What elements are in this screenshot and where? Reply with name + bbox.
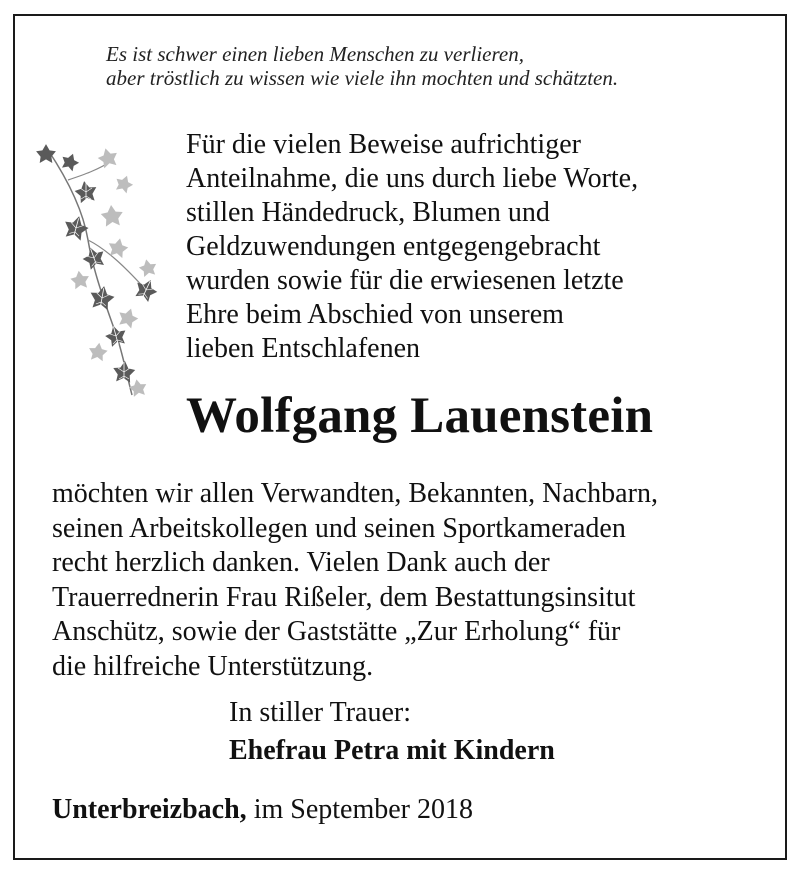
motto-line: Es ist schwer einen lieben Menschen zu verlieren, [106,42,524,66]
signature-name: Ehefrau Petra mit Kindern [229,735,555,766]
intro-line: Geldzuwendungen entgegengebracht [186,231,601,262]
place-and-date [52,793,473,827]
body-line: möchten wir allen Verwandten, Bekannten, Nachbarn, [52,478,658,509]
signature-intro: In stiller Trauer: [229,697,411,728]
body-line: Anschütz, sowie der Gaststätte „Zur Erholung“ für [52,616,621,647]
intro-line: Für die vielen Beweise aufrichtiger [186,129,581,160]
thanks-paragraph [52,477,782,684]
intro-line: Anteilnahme, die uns durch liebe Worte, [186,163,639,194]
ivy-leaves-icon [28,140,178,400]
intro-line: stillen Händedruck, Blumen und [186,197,550,228]
place-name: Unterbreizbach, [52,794,247,825]
intro-line: wurden sowie für die erwiesenen letzte [186,265,624,296]
body-line: recht herzlich danken. Vielen Dank auch der [52,547,550,578]
body-line: seinen Arbeitskollegen und seinen Sportkameraden [52,512,626,544]
body-line: Trauerrednerin Frau Rißeler, dem Bestattungsinsitut [52,581,636,613]
date-text: im September 2018 [253,794,473,825]
body-line: die hilfreiche Unterstützung. [52,650,374,682]
intro-paragraph [186,128,776,366]
intro-line: Ehre beim Abschied von unserem [186,299,564,330]
deceased-name: Wolfgang Lauenstein [186,388,654,444]
motto [106,42,766,90]
motto-line: aber tröstlich zu wissen wie viele ihn mochten und schätzten. [106,66,619,90]
intro-line: lieben Entschlafenen [186,333,421,364]
